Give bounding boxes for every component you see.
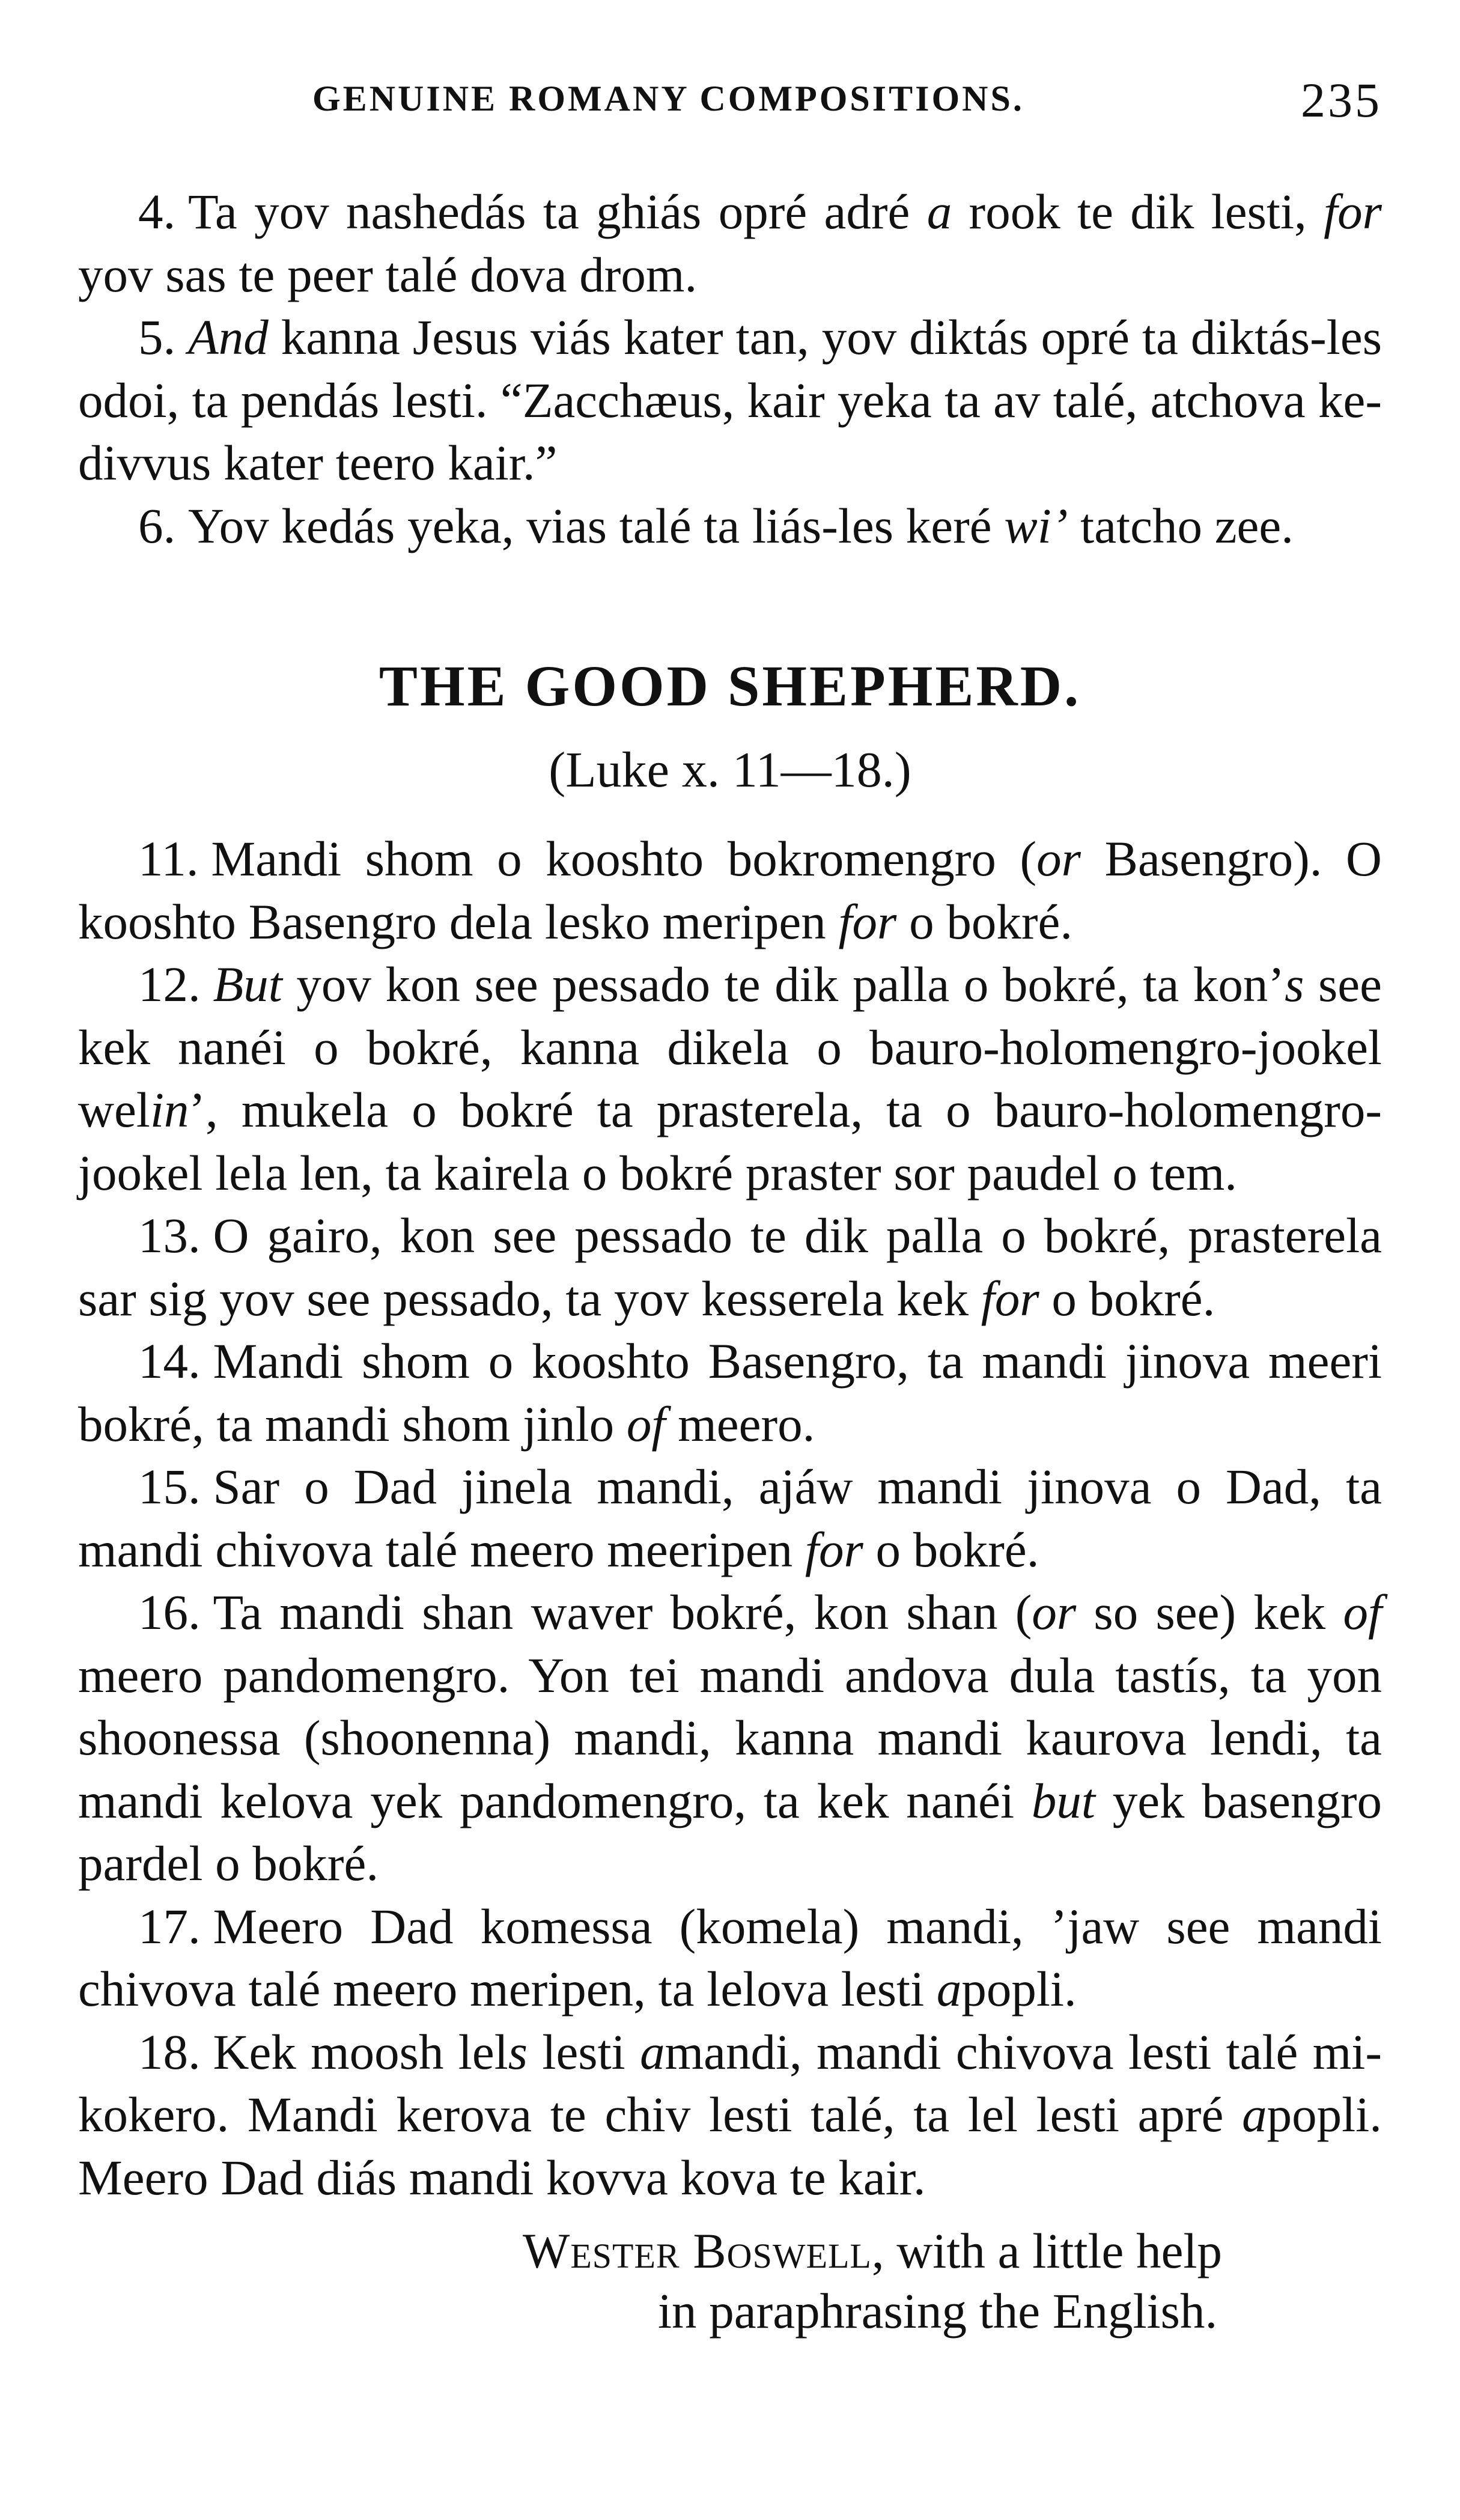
verse-text: o bokré. — [1039, 1270, 1215, 1326]
verse-italic: And — [188, 309, 269, 365]
verse-number: 18. — [138, 2024, 201, 2080]
verse-text: Meero Dad komessa (komela) mandi, ’jaw see mandi chivova talé meero meripen, ta lelova lesti — [78, 1898, 1382, 2016]
author-name: Wester Boswell — [523, 2223, 872, 2278]
verse-number: 6. — [138, 498, 176, 553]
verse-text: popli. — [961, 1961, 1077, 2016]
page-number: 235 — [1301, 73, 1382, 127]
verse-number: 4. — [138, 184, 176, 239]
scripture-reference: (Luke x. 11—18.) — [549, 742, 911, 798]
verse-text: Sar o Dad jinela mandi, ajáw mandi jinova o Dad, ta mandi chivova talé meero meeripen — [78, 1459, 1382, 1577]
verse-italic: of — [1343, 1584, 1382, 1640]
verse-text: popli. Meero Dad diás mandi kovva kova te kair. — [78, 2087, 1382, 2205]
verse-text: lesti — [528, 2024, 640, 2080]
verse-text: Mandi shom o kooshto bokromengro ( — [211, 831, 1037, 886]
verse-number: 12. — [138, 957, 201, 1012]
verse-number: 17. — [138, 1898, 201, 1954]
verse-italic: in — [150, 1082, 189, 1137]
verse-18 — [78, 2021, 1382, 2209]
verse-11 — [78, 827, 1382, 953]
verse-italic: or — [1032, 1584, 1077, 1640]
verse-text: Mandi shom o kooshto Basengro, ta mandi jinova meeri bokré, ta mandi shom jinlo — [78, 1333, 1382, 1452]
verse-italic: for — [805, 1521, 863, 1577]
verse-italic: for — [838, 893, 897, 949]
verse-number: 11. — [138, 831, 199, 886]
verse-text: Yov kedás yeka, vias talé ta liás-les keré — [188, 498, 1005, 553]
verse-italic: wi’ — [1004, 498, 1068, 553]
verse-15 — [78, 1455, 1382, 1581]
verse-text: Ta yov nashedás ta ghiás opré adré — [188, 184, 927, 239]
signature-line-2: in paraphrasing the English. — [658, 2283, 1218, 2339]
verse-italic: a — [1242, 2087, 1267, 2142]
verse-italic: but — [1031, 1773, 1095, 1828]
shepherd-verses — [78, 827, 1382, 2209]
verse-number: 14. — [138, 1333, 201, 1389]
verse-number: 16. — [138, 1584, 201, 1640]
verse-17 — [78, 1895, 1382, 2021]
verse-14 — [78, 1330, 1382, 1455]
running-title: GENUINE ROMANY COMPOSITIONS. — [312, 79, 1024, 118]
signature — [78, 2221, 1382, 2341]
verse-text: Basengro). O kooshto Basengro dela lesko meripen — [78, 831, 1382, 949]
verse-number: 15. — [138, 1459, 201, 1514]
verse-4 — [78, 180, 1382, 306]
verse-italic: for — [981, 1270, 1039, 1326]
verse-12 — [78, 953, 1382, 1204]
verse-text: o bokré. — [863, 1521, 1039, 1577]
section-heading: THE GOOD SHEPHERD. — [379, 654, 1081, 718]
verse-text: rook te dik lesti, — [952, 184, 1324, 239]
verse-5 — [78, 306, 1382, 495]
verse-text: yek basengro pardel o bokré. — [78, 1773, 1382, 1891]
verse-16 — [78, 1581, 1382, 1895]
intro-verses — [78, 180, 1382, 557]
verse-text: ’, mukela o bokré ta prasterela, ta o bauro-holomengro-jookel lela len, ta kairela o bokré praster sor paudel o tem. — [78, 1082, 1382, 1201]
verse-text: O gairo, kon see pessado te dik palla o bokré, prasterela sar sig yov see pessado, ta yov kesserela kek — [78, 1208, 1382, 1326]
verse-italic: a — [936, 1961, 962, 2016]
verse-italic: for — [1324, 184, 1382, 239]
signature-line-1 — [78, 2221, 1382, 2281]
verse-text: o bokré. — [896, 893, 1073, 949]
book-page — [78, 66, 1382, 2341]
verse-text: see kek nanéi o bokré, kanna dikela o bauro-holomengro-jookel wel — [78, 957, 1382, 1137]
verse-italic: s — [508, 2024, 528, 2080]
verse-text: mandi, mandi chivova lesti talé mi-kokero. Mandi kerova te chiv lesti talé, ta lel lesti apré — [78, 2024, 1382, 2142]
verse-italic: But — [213, 957, 282, 1012]
verse-text: meero. — [665, 1396, 815, 1452]
verse-text: so see) kek — [1076, 1584, 1343, 1640]
verse-text: yov kon see pessado te dik palla o bokré, ta kon’ — [282, 957, 1285, 1012]
verse-13 — [78, 1204, 1382, 1330]
signature-text: , with a little help — [871, 2223, 1223, 2278]
verse-italic: a — [926, 184, 952, 239]
verse-number: 5. — [138, 309, 176, 365]
verse-text: yov sas te peer talé dova drom. — [78, 246, 698, 302]
verse-italic: s — [1285, 957, 1304, 1012]
running-head — [78, 66, 1382, 132]
verse-text: kanna Jesus viás kater tan, yov diktás opré ta diktás-les odoi, ta pendás lesti. “Zacchæus, kair yeka ta av talé, atchova ke-divvus kater teero kair.” — [78, 309, 1382, 490]
verse-text: meero pandomengro. Yon tei mandi andova dula tastís, ta yon shoonessa (shoonenna) mandi, kanna mandi kaurova lendi, ta mandi kelova yek pandomengro, ta kek nanéi — [78, 1647, 1382, 1828]
verse-text: Ta mandi shan waver bokré, kon shan ( — [213, 1584, 1032, 1640]
verse-italic: a — [640, 2024, 665, 2080]
verse-italic: or — [1036, 831, 1081, 886]
verse-6 — [78, 495, 1382, 558]
verse-text: Kek moosh lel — [213, 2024, 508, 2080]
verse-text: tatcho zee. — [1068, 498, 1294, 553]
verse-number: 13. — [138, 1208, 201, 1263]
verse-italic: of — [626, 1396, 666, 1452]
